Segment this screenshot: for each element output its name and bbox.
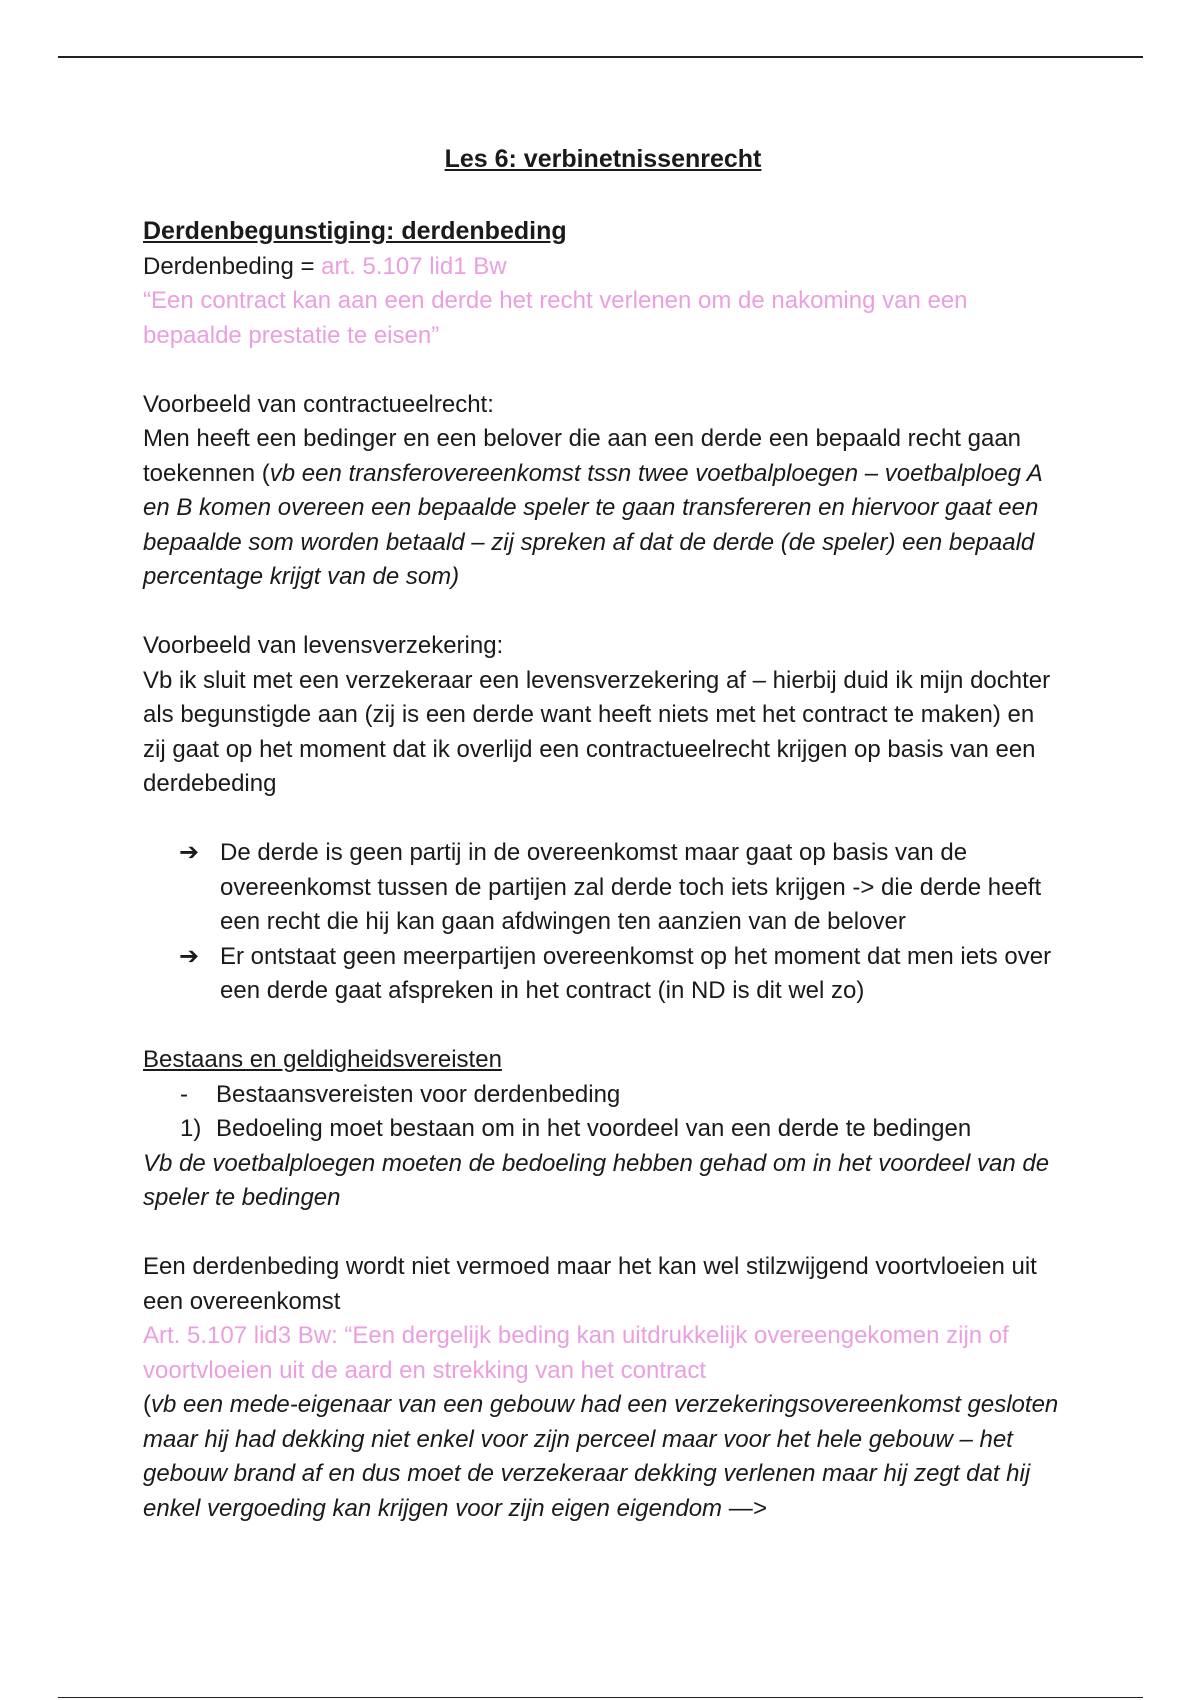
example-italic: vb een transferovereenkomst tssn twee voetbalploegen – voetbalploeg A en B komen overeen een bepaalde speler te gaan transfereren en hiervoor gaat een bepaalde som worden betaald – zij spreken af dat de derde (de speler) een bepaald percentage krijgt van de som) bbox=[143, 459, 1042, 590]
example-text-contract bbox=[143, 422, 1063, 595]
definition-line bbox=[143, 250, 1063, 285]
case-example bbox=[143, 1388, 1063, 1526]
example-plain: Men heeft een bedinger en een belover die aan een derde een bepaald recht gaan toekennen ( bbox=[143, 425, 1022, 487]
list-item-text: Er ontstaat geen meerpartijen overeenkomst op het moment dat men iets over een derde gaat afspreken in het contract (in ND is dit wel zo) bbox=[220, 942, 1052, 1004]
section-heading-derdenbeding bbox=[143, 214, 1063, 250]
article-quote: “Een contract kan aan een derde het recht verlenen om de nakoming van een bepaalde prestatie te eisen” bbox=[143, 287, 968, 349]
example-text-life-insurance: Vb ik sluit met een verzekeraar een levensverzekering af – hierbij duid ik mijn dochter als begunstigde aan (zij is een derde want heeft niets met het contract te maken) en zij gaat op het moment dat ik overlijd een contractueelrecht krijgen op basis van een derdebeding bbox=[143, 666, 1051, 797]
list-item bbox=[143, 940, 1063, 1009]
example-footballclubs: Vb de voetbalploegen moeten de bedoeling hebben gehad om in het voordeel van de speler te bedingen bbox=[143, 1149, 1050, 1211]
bottom-rule bbox=[58, 1697, 1143, 1698]
page-title: Les 6: verbinetnissenrecht bbox=[444, 145, 762, 173]
section-heading-text: Bestaans en geldigheidsvereisten bbox=[143, 1046, 502, 1073]
example-label-life-insurance: Voorbeeld van levensverzekering: bbox=[143, 632, 504, 659]
document-body bbox=[143, 142, 1063, 1526]
list-item bbox=[143, 836, 1063, 940]
numbered-list-item bbox=[143, 1112, 1063, 1147]
number-marker: 1) bbox=[180, 1115, 202, 1142]
example-label-contract: Voorbeeld van contractueelrecht: bbox=[143, 390, 494, 418]
top-rule bbox=[58, 56, 1143, 58]
dash-list-item bbox=[143, 1078, 1063, 1113]
arrow-bullet-list bbox=[143, 836, 1063, 1009]
arrow-right-icon: ➔ bbox=[179, 942, 200, 970]
article-reference: art. 5.107 lid1 Bw bbox=[321, 252, 507, 280]
section-heading-vereisten bbox=[143, 1043, 1063, 1078]
section-heading-text: Derdenbegunstiging: derdenbeding bbox=[143, 217, 567, 245]
definition-label: Derdenbeding = bbox=[143, 252, 322, 280]
dash-item-text: Bestaansvereisten voor derdenbeding bbox=[216, 1080, 621, 1108]
article-quote-lid3: Art. 5.107 lid3 Bw: “Een dergelijk beding kan uitdrukkelijk overeengekomen zijn of voortvloeien uit de aard en strekking van het contract bbox=[143, 1322, 1009, 1384]
arrow-right-icon: ➔ bbox=[179, 839, 200, 866]
list-item-text: De derde is geen partij in de overeenkomst maar gaat op basis van de overeenkomst tussen de partijen zal derde toch iets krijgen -> die derde heeft een recht die hij kan gaan afdwingen ten aanzien van de belover bbox=[220, 839, 1042, 935]
dash-marker: - bbox=[180, 1080, 188, 1108]
case-italic: vb een mede-eigenaar van een gebouw had een verzekeringsovereenkomst gesloten maar hij had dekking niet enkel voor zijn perceel maar voor het hele gebouw – het gebouw brand af en dus moet de verzekeraar dekking verlenen maar hij zegt dat hij enkel vergoeding kan krijgen voor zijn eigen eigendom —> bbox=[143, 1391, 1059, 1522]
case-open: ( bbox=[143, 1391, 151, 1418]
paragraph-derdenbeding: Een derdenbeding wordt niet vermoed maar het kan wel stilzwijgend voortvloeien uit een overeenkomst bbox=[143, 1253, 1037, 1315]
numbered-item-text: Bedoeling moet bestaan om in het voordeel van een derde te bedingen bbox=[216, 1115, 972, 1142]
